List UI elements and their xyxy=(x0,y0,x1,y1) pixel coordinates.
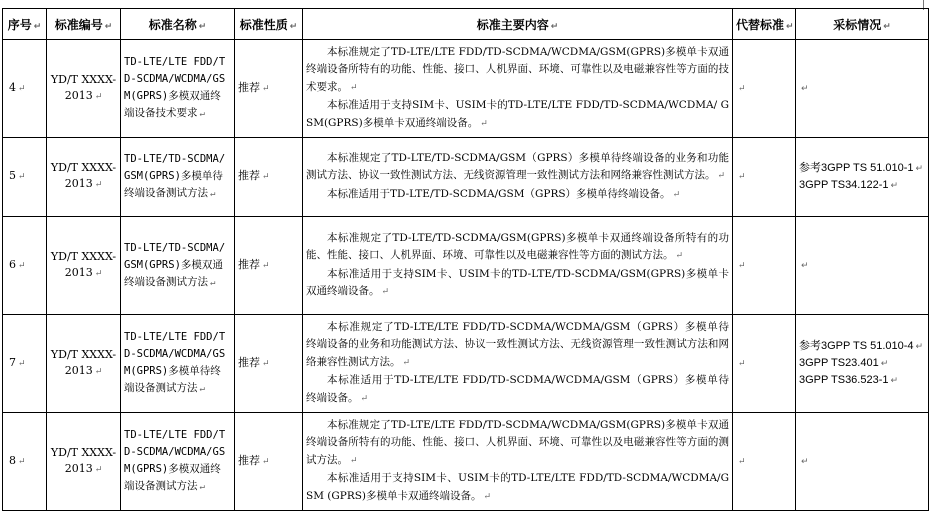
paragraph-mark: ↵ xyxy=(94,366,103,377)
seq-value: 7 xyxy=(9,355,16,369)
paragraph-mark: ↵ xyxy=(890,180,899,190)
cell-content xyxy=(303,217,733,315)
paragraph-mark: ↵ xyxy=(18,456,26,467)
content-text: 本标准适用于支持SIM卡、USIM卡的TD-LTE/LTE FDD/TD-SCDMA/WCDMA/GSM (GPRS)多模单卡双通终端设备。 xyxy=(306,472,729,502)
adoption-text: 3GPP TS36.523-1 xyxy=(799,374,889,386)
table-row xyxy=(3,217,929,315)
adoption-text: 参考3GPP TS 51.010-1 xyxy=(799,162,914,174)
header-nature: 标准性质 ↵ xyxy=(235,9,303,40)
paragraph-mark: ↵ xyxy=(262,172,270,183)
paragraph-mark: ↵ xyxy=(199,482,205,492)
content-paragraph xyxy=(306,372,729,408)
content-text: 本标准适用于支持SIM卡、USIM卡的TD-LTE/TD-SCDMA/GSM(GPRS)多模单卡双通终端设备。 xyxy=(306,267,729,297)
cell-replaces xyxy=(733,138,796,217)
cell-seq xyxy=(3,138,47,217)
nature-value: 推荐 xyxy=(238,257,260,271)
cell-name xyxy=(121,138,235,217)
paragraph-mark: ↵ xyxy=(801,456,809,466)
paragraph-mark: ↵ xyxy=(262,260,270,271)
adoption-line xyxy=(799,160,925,177)
code-value: YD/T XXXX-2013 xyxy=(50,72,117,102)
cell-nature xyxy=(235,40,303,138)
cell-adoption xyxy=(796,413,929,511)
adoption-line xyxy=(799,177,925,194)
code-value: YD/T XXXX-2013 xyxy=(50,161,117,190)
cell-content xyxy=(303,315,733,413)
paragraph-mark: ↵ xyxy=(262,456,270,467)
paragraph-mark: ↵ xyxy=(94,180,103,190)
cell-adoption xyxy=(796,217,929,315)
paragraph-mark: ↵ xyxy=(94,91,103,102)
paragraph-mark: ↵ xyxy=(199,384,205,394)
cell-nature xyxy=(235,413,303,511)
paragraph-mark: ↵ xyxy=(210,189,216,199)
nature-value: 推荐 xyxy=(238,355,260,369)
cell-replaces xyxy=(733,217,796,315)
cell-content xyxy=(303,413,733,511)
paragraph-mark: ↵ xyxy=(350,455,358,466)
header-adoption: 采标情况 ↵ xyxy=(796,9,929,40)
content-text: 本标准规定了TD-LTE/LTE FDD/TD-SCDMA/WCDMA/GSM(GPRS)多模单卡双通终端设备所特有的功能、性能、接口、人机界面、环境、可靠性以及电磁兼容性等方面的技术要求。 xyxy=(306,45,729,93)
cell-nature xyxy=(235,315,303,413)
cell-adoption xyxy=(796,315,929,413)
content-text: 本标准适用于支持SIM卡、USIM卡的TD-LTE/LTE FDD/TD-SCDMA/WCDMA/ GSM(GPRS)多模单卡双通终端设备。 xyxy=(306,99,729,129)
cell-content xyxy=(303,40,733,138)
table-row xyxy=(3,40,929,138)
seq-value: 4 xyxy=(9,80,16,94)
cell-replaces xyxy=(733,413,796,511)
seq-value: 6 xyxy=(9,257,16,271)
paragraph-mark: ↵ xyxy=(381,287,390,297)
cell-replaces xyxy=(733,40,796,138)
paragraph-mark: ↵ xyxy=(210,277,216,288)
adoption-line xyxy=(799,338,925,355)
cell-name xyxy=(121,413,235,511)
cell-seq xyxy=(3,217,47,315)
cell-code xyxy=(47,40,121,138)
cell-code xyxy=(47,138,121,217)
paragraph-mark: ↵ xyxy=(915,163,924,173)
cell-name xyxy=(121,315,235,413)
content-paragraph xyxy=(306,470,729,506)
cell-nature xyxy=(235,138,303,217)
content-paragraph xyxy=(306,266,729,302)
adoption-line xyxy=(799,355,925,372)
adoption-line xyxy=(799,372,925,389)
paragraph-mark: ↵ xyxy=(890,375,899,385)
table-row xyxy=(3,413,929,511)
paragraph-mark: ↵ xyxy=(738,358,746,369)
header-seq: 序号 ↵ xyxy=(3,9,47,40)
content-text: 本标准规定了TD-LTE/TD-SCDMA/GSM(GPRS)多模单卡双通终端设备所特有的功能、性能、接口、人机界面、环境、可靠性以及电磁兼容性等方面的测试方法。 xyxy=(306,231,729,261)
seq-value: 8 xyxy=(9,453,16,467)
cell-code xyxy=(47,315,121,413)
content-text: 本标准规定了TD-LTE/LTE FDD/TD-SCDMA/WCDMA/GSM(GPRS)多模单卡双通终端设备所特有的功能、性能、接口、人机界面、环境、可靠性以及电磁兼容性等方面的测试方法。 xyxy=(306,418,729,466)
paragraph-mark: ↵ xyxy=(262,358,270,369)
name-value: TD-LTE/LTE FDD/TD-SCDMA/WCDMA/GSM(GPRS)多模双通终端设备测试方法 xyxy=(124,429,226,492)
paragraph-mark: ↵ xyxy=(360,393,369,404)
paragraph-mark: ↵ xyxy=(18,83,26,94)
cell-name xyxy=(121,217,235,315)
table-row xyxy=(3,138,929,217)
paragraph-mark: ↵ xyxy=(94,464,103,475)
table-row xyxy=(3,315,929,413)
content-paragraph xyxy=(306,417,729,471)
cell-code xyxy=(47,413,121,511)
header-content: 标准主要内容 ↵ xyxy=(303,9,733,40)
content-paragraph xyxy=(306,186,729,205)
paragraph-mark: ↵ xyxy=(801,83,809,93)
cell-nature xyxy=(235,217,303,315)
paragraph-mark: ↵ xyxy=(483,491,492,502)
content-paragraph xyxy=(306,150,729,186)
name-value: TD-LTE/TD-SCDMA/GSM(GPRS)多模单待终端设备测试方法 xyxy=(124,153,226,199)
nature-value: 推荐 xyxy=(238,169,260,183)
content-text: 本标准适用于TD-LTE/LTE FDD/TD-SCDMA/WCDMA/GSM（GPRS）多模单待终端设备。 xyxy=(306,374,729,404)
standards-table xyxy=(2,8,929,511)
paragraph-mark: ↵ xyxy=(738,83,746,94)
content-text: 本标准规定了TD-LTE/LTE FDD/TD-SCDMA/WCDMA/GSM（GPRS）多模单待终端设备的业务和功能测试方法、协议一致性测试方法、无线资源管理一致性测试方法和网络兼容性测试方法。 xyxy=(306,320,729,368)
paragraph-mark: ↵ xyxy=(18,260,26,271)
code-value: YD/T XXXX-2013 xyxy=(50,249,117,279)
content-paragraph xyxy=(306,230,729,266)
nature-value: 推荐 xyxy=(238,453,260,467)
paragraph-mark: ↵ xyxy=(480,118,488,129)
paragraph-mark: ↵ xyxy=(738,260,746,271)
cell-seq xyxy=(3,413,47,511)
paragraph-mark: ↵ xyxy=(350,82,358,93)
paragraph-mark: ↵ xyxy=(199,109,205,119)
cell-adoption xyxy=(796,40,929,138)
paragraph-mark: ↵ xyxy=(402,357,411,368)
name-value: TD-LTE/TD-SCDMA/GSM(GPRS)多模双通终端设备测试方法 xyxy=(124,241,226,288)
cell-adoption xyxy=(796,138,929,217)
paragraph-mark: ↵ xyxy=(18,358,26,369)
table-header-row xyxy=(3,9,929,40)
paragraph-mark: ↵ xyxy=(801,260,809,270)
code-value: YD/T XXXX-2013 xyxy=(50,445,117,475)
content-paragraph xyxy=(306,44,729,98)
paragraph-mark: ↵ xyxy=(672,189,681,200)
content-text: 本标准适用于TD-LTE/TD-SCDMA/GSM（GPRS）多模单待终端设备。 xyxy=(327,187,671,200)
nature-value: 推荐 xyxy=(238,80,260,94)
header-name: 标准名称 ↵ xyxy=(121,9,235,40)
name-value: TD-LTE/LTE FDD/TD-SCDMA/WCDMA/GSM(GPRS)多模双通终端设备技术要求 xyxy=(124,56,226,119)
name-value: TD-LTE/LTE FDD/TD-SCDMA/WCDMA/GSM(GPRS)多模单待终端设备测试方法 xyxy=(124,331,226,394)
adoption-text: 3GPP TS23.401 xyxy=(799,357,879,369)
header-replaces: 代替标准 ↵ xyxy=(733,9,796,40)
cell-seq xyxy=(3,40,47,138)
header-code: 标准编号 ↵ xyxy=(47,9,121,40)
seq-value: 5 xyxy=(9,169,16,183)
paragraph-mark: ↵ xyxy=(18,172,26,183)
code-value: YD/T XXXX-2013 xyxy=(50,347,117,377)
adoption-text: 3GPP TS34.122-1 xyxy=(799,179,889,191)
paragraph-mark: ↵ xyxy=(94,268,103,279)
paragraph-mark: ↵ xyxy=(738,172,746,183)
paragraph-mark: ↵ xyxy=(880,358,889,368)
cell-replaces xyxy=(733,315,796,413)
cell-code xyxy=(47,217,121,315)
paragraph-mark: ↵ xyxy=(262,83,270,94)
adoption-text: 参考3GPP TS 51.010-4 xyxy=(799,340,914,352)
cell-content xyxy=(303,138,733,217)
content-paragraph xyxy=(306,97,729,133)
paragraph-mark: ↵ xyxy=(915,341,924,351)
cell-seq xyxy=(3,315,47,413)
paragraph-mark: ↵ xyxy=(675,251,684,261)
paragraph-mark: ↵ xyxy=(717,171,726,182)
content-text: 本标准规定了TD-LTE/TD-SCDMA/GSM（GPRS）多模单待终端设备的业务和功能测试方法、协议一致性测试方法、无线资源管理一致性测试方法和网络兼容性测试方法。 xyxy=(306,151,729,182)
content-paragraph xyxy=(306,319,729,373)
cell-name xyxy=(121,40,235,138)
paragraph-mark: ↵ xyxy=(738,456,746,467)
